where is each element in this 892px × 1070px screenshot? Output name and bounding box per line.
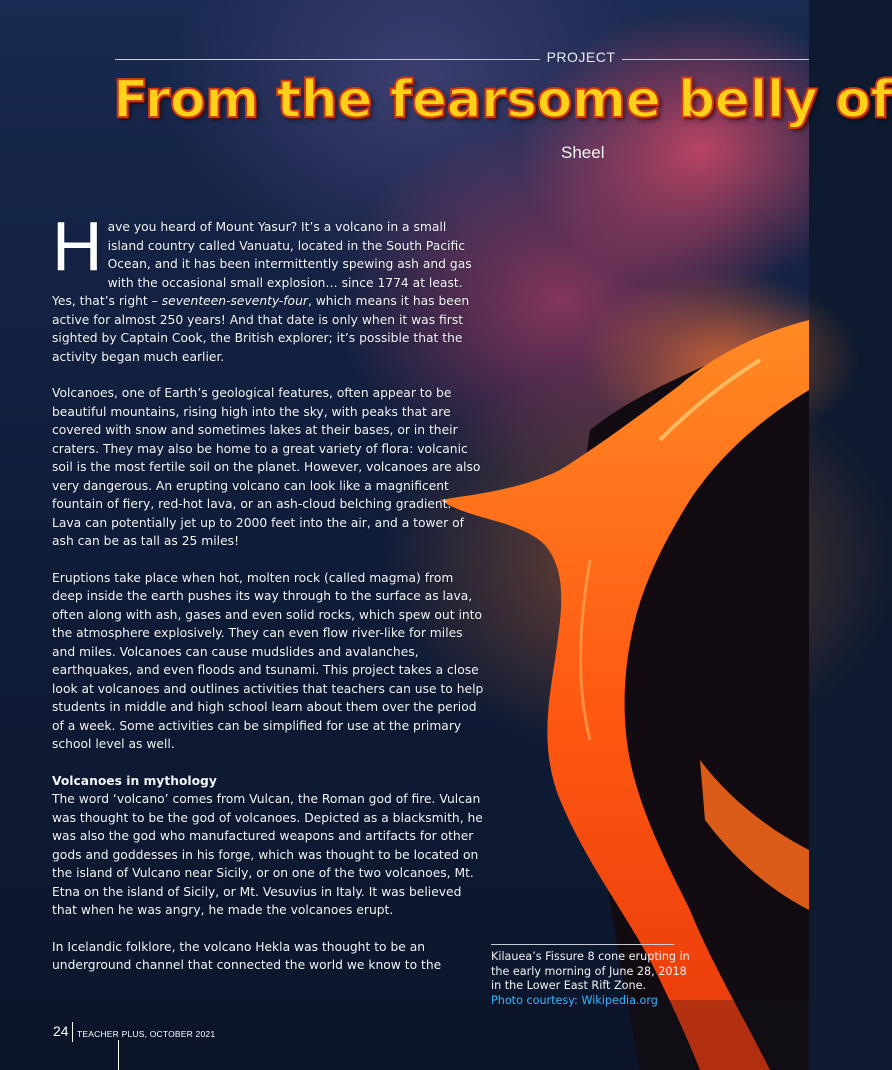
header-rule-left [115,59,540,60]
caption-text: Kilauea’s Fissure 8 cone erupting in the early morning of June 28, 2018 in the Lower East Rift Zone. [491,950,690,992]
drop-cap: H [52,207,103,285]
publication-info: TEACHER PLUS, OCTOBER 2021 [77,1029,216,1039]
photo-credit: Photo courtesy: Wikipedia.org [491,993,658,1007]
page-number: 24 [53,1023,69,1039]
paragraph-hekla: In Icelandic folklore, the volcano Hekla was thought to be an underground channel that connected the world we know to the [52,939,442,972]
paragraph-eruptions: Eruptions take place when hot, molten rock (called magma) from deep inside the earth pushes its way through to the surface as lava, often along with ash, gases and even solid rocks, which spew out into the atmosphere explosively. They can even flow river-like for miles and miles. Volcanoes can cause mudslides and avalanches, earthquakes, and even floods and tsunami. This project takes a close look at volcanoes and outlines activities that teachers can use to help students in middle and high school learn about them over the period of a week. Some activities can be simplified for use at the primary school level as well. [52,570,484,751]
section-label: PROJECT [546,49,616,65]
article-body [52,207,484,993]
page-title: From the fearsome belly of [113,70,892,130]
footer-separator [72,1022,73,1042]
intro-emphasis: seventeen-seventy-four [161,294,308,308]
caption-rule [491,944,674,945]
intro-text-start: ave you heard of Mount Yasur? It’s a volcano in a small island country called Vanuatu, located in the South Pacific Ocean, and it has been intermittently spewing ash and gas with the occasional small explosion… since 1774 at least. Yes, that’s right – [52,220,472,308]
paragraph-vulcan: The word ‘volcano’ comes from Vulcan, the Roman god of fire. Vulcan was thought to be the god of volcanoes. Depicted as a blacksmith, he was also the god who manufactured weapons and artifacts for other gods and goddesses in his forge, which was thought to be located on the island of Vulcano near Sicily, or on one of the two volcanoes, Mt. Etna on the island of Sicily, or Mt. Vesuvius in Italy. It was believed that when he was angry, he made the volcanoes erupt. [52,792,483,917]
header-rule-right [622,59,809,60]
author-byline: Sheel [561,143,605,162]
footer-line [118,1040,119,1070]
paragraph-intro [52,207,484,366]
paragraph-volcano-features: Volcanoes, one of Earth’s geological features, often appear to be beautiful mountains, rising high into the sky, with peaks that are covered with snow and sometimes lakes at their bases, or in their craters. They may also be home to a great variety of flora: volcanic soil is the most fertile soil on the planet. However, volcanoes are also very dangerous. An erupting volcano can look like a magnificent fountain of fiery, red-hot lava, or an ash-cloud belching gradient. Lava can potentially jet up to 2000 feet into the air, and a tower of ash can be as tall as 25 miles! [52,386,481,548]
photo-caption [491,950,691,1008]
section-heading-mythology: Volcanoes in mythology [52,773,217,788]
intro-text-end: , which means it has been active for almost 250 years! And that date is only when it was first sighted by Captain Cook, the British explorer; it’s possible that the activity began much earlier. [52,294,470,364]
